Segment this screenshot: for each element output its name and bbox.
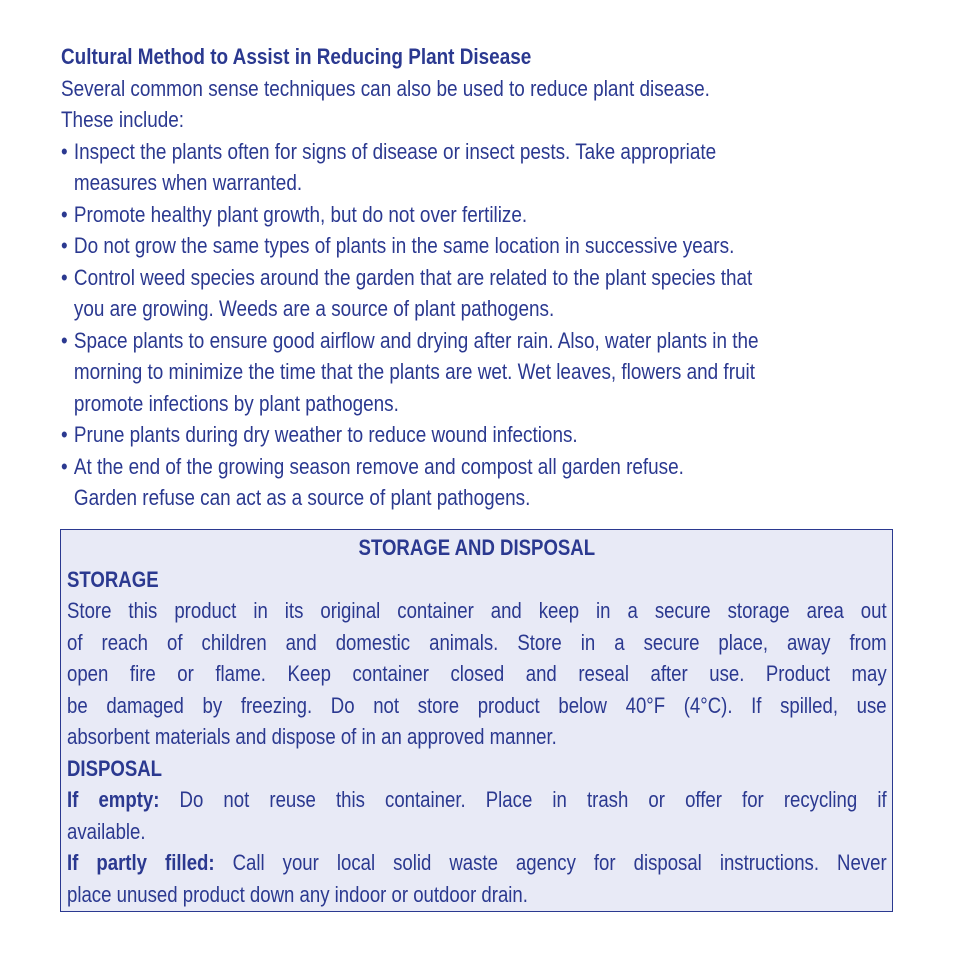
bullet-icon: • (61, 201, 68, 227)
cultural-method-heading: Cultural Method to Assist in Reducing Plant Disease (61, 44, 532, 69)
storage-paragraph (67, 595, 887, 753)
if-empty-label: If empty: (67, 787, 160, 812)
if-empty-paragraph (67, 784, 887, 847)
technique-item (61, 136, 921, 199)
if-partly-line (67, 847, 887, 879)
bullet-icon: • (61, 264, 68, 290)
technique-line: Do not grow the same types of plants in the same location in successive years. (73, 233, 735, 258)
storage-disposal-content (67, 532, 887, 910)
technique-item (61, 262, 921, 325)
storage-heading: STORAGE (67, 566, 159, 592)
if-empty-text: Do not reuse this container. Place in trash or offer for recycling if (179, 787, 887, 812)
if-partly-line: place unused product down any indoor or outdoor drain. (67, 881, 528, 907)
technique-line: morning to minimize the time that the plants are wet. Wet leaves, flowers and fruit (73, 359, 755, 384)
storage-line: of reach of children and domestic animals. Store in a secure place, away from (67, 629, 887, 655)
technique-line: Promote healthy plant growth, but do not over fertilize. (73, 201, 528, 227)
if-empty-line (67, 784, 887, 816)
technique-line: Garden refuse can act as a source of plant pathogens. (73, 485, 531, 510)
technique-line: At the end of the growing season remove and compost all garden refuse. (73, 453, 684, 479)
storage-line: open fire or flame. Keep container closed and reseal after use. Product may (67, 661, 887, 686)
if-partly-label: If partly filled: (67, 850, 215, 875)
storage-line: Store this product in its original container and keep in a secure storage area out (67, 598, 887, 623)
storage-disposal-title: STORAGE AND DISPOSAL (358, 535, 596, 560)
bullet-icon: • (61, 233, 68, 258)
technique-line: you are growing. Weeds are a source of plant pathogens. (73, 296, 555, 321)
cultural-method-section (61, 41, 921, 514)
technique-item (61, 199, 921, 231)
storage-line: be damaged by freezing. Do not store product below 40°F (4°C). If spilled, use (67, 692, 887, 718)
bullet-icon: • (61, 422, 68, 447)
if-partly-filled-paragraph (67, 847, 887, 910)
bullet-icon: • (61, 453, 68, 479)
technique-item (61, 325, 921, 420)
technique-item (61, 451, 921, 514)
technique-item (61, 230, 921, 262)
storage-line: absorbent materials and dispose of in an approved manner. (67, 724, 557, 749)
technique-line: promote infections by plant pathogens. (73, 390, 399, 416)
technique-line: Inspect the plants often for signs of disease or insect pests. Take appropriate (73, 138, 717, 164)
intro-line: These include: (61, 107, 185, 132)
technique-line: measures when warranted. (73, 170, 303, 195)
bullet-icon: • (61, 138, 68, 164)
bullet-icon: • (61, 327, 68, 353)
cultural-intro (61, 73, 921, 136)
technique-item (61, 419, 921, 451)
technique-line: Prune plants during dry weather to reduce wound infections. (73, 422, 578, 447)
if-partly-text: Call your local solid waste agency for disposal instructions. Never (232, 850, 887, 875)
intro-line: Several common sense techniques can also be used to reduce plant disease. (61, 75, 710, 101)
disposal-heading: DISPOSAL (67, 755, 163, 781)
if-empty-line: available. (67, 818, 146, 844)
technique-line: Space plants to ensure good airflow and drying after rain. Also, water plants in the (73, 327, 759, 353)
storage-disposal-box (60, 529, 893, 912)
technique-list (61, 136, 921, 514)
technique-line: Control weed species around the garden that are related to the plant species that (73, 264, 753, 290)
